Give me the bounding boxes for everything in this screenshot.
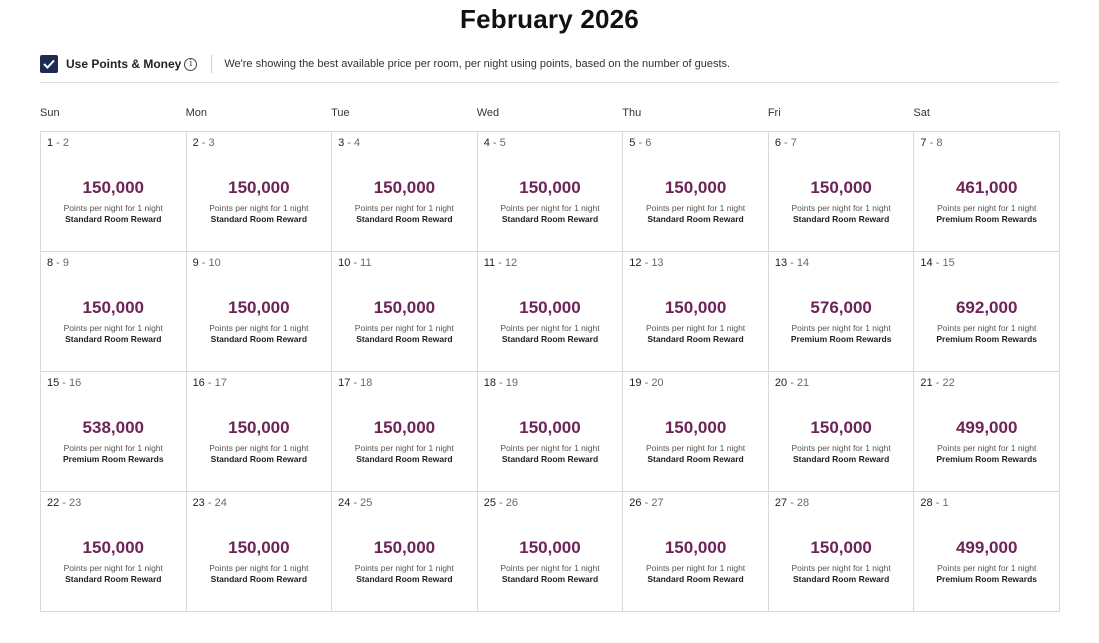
points-price: 150,000 [664,298,727,317]
date-range [338,257,371,269]
range-end: 17 [214,377,227,389]
range-start: 2 [192,137,199,149]
per-night-caption: Points per night for 1 night [791,443,891,453]
calendar-day-cell[interactable] [332,252,478,372]
range-start: 28 [920,497,933,509]
points-price: 150,000 [373,178,436,197]
range-end: 8 [936,137,943,149]
room-type-label: Standard Room Reward [647,334,744,344]
range-end: 22 [942,377,955,389]
points-price: 150,000 [228,178,290,197]
range-start: 1 [47,137,54,149]
weekday-label: Sat [913,107,930,119]
weekday-label: Wed [476,107,500,119]
range-end: 9 [62,257,70,269]
range-start: 3 [338,137,345,149]
range-start: 12 [629,257,642,269]
per-night-caption: Points per night for 1 night [645,323,746,333]
use-points-label[interactable]: Use Points & Money [66,57,182,71]
points-price: 150,000 [810,178,872,197]
points-price: 150,000 [228,418,290,437]
points-price: 150,000 [519,298,581,317]
range-dash: - [787,257,797,269]
date-range [629,377,663,389]
weekday-label: Tue [331,107,350,119]
date-range [338,137,360,149]
per-night-caption: Points per night for 1 night [645,563,746,573]
range-dash: - [344,137,355,149]
points-price: 150,000 [82,178,144,197]
points-price: 150,000 [519,178,581,197]
weekday-label: Thu [622,107,642,119]
room-type-label: Standard Room Reward [210,214,308,224]
points-price: 576,000 [810,298,872,317]
room-type-label: Premium Room Rewards [936,454,1038,464]
calendar-day-cell[interactable] [914,492,1060,612]
calendar-day-cell[interactable] [478,492,624,612]
per-night-caption: Points per night for 1 night [500,563,600,573]
points-price: 150,000 [373,538,436,557]
points-price: 150,000 [519,538,581,557]
points-toolbar [40,52,1059,83]
range-start: 10 [338,257,351,269]
range-end: 10 [208,257,221,269]
points-price: 150,000 [373,418,436,437]
points-price: 538,000 [82,418,144,437]
range-dash: - [350,497,361,509]
points-price: 150,000 [228,298,290,317]
range-dash: - [350,377,361,389]
calendar-day-cell[interactable] [187,252,333,372]
date-range [484,497,518,509]
range-end: 28 [796,497,810,509]
per-night-caption: Points per night for 1 night [645,443,746,453]
per-night-caption: Points per night for 1 night [791,203,891,213]
range-dash: - [53,137,63,149]
per-night-caption: Points per night for 1 night [354,323,455,333]
range-dash: - [350,257,361,269]
weekday-label: Sun [40,107,60,119]
room-type-label: Standard Room Reward [501,334,599,344]
calendar-day-cell[interactable] [41,132,187,252]
range-start: 14 [920,257,933,269]
range-dash: - [932,497,943,509]
range-dash: - [204,377,215,389]
room-type-label: Standard Room Reward [792,214,890,224]
room-type-label: Standard Room Reward [356,454,453,464]
range-end: 27 [651,497,664,509]
calendar-day-cell[interactable] [187,372,333,492]
room-type-label: Standard Room Reward [501,454,599,464]
room-type-label: Premium Room Rewards [62,454,164,464]
calendar-day-cell[interactable] [332,372,478,492]
room-type-label: Standard Room Reward [210,334,308,344]
room-type-label: Standard Room Reward [792,454,890,464]
calendar-day-cell[interactable] [332,492,478,612]
range-end: 18 [360,377,373,389]
range-start: 18 [483,377,496,389]
date-range [629,137,651,149]
room-type-label: Standard Room Reward [356,334,453,344]
room-type-label: Standard Room Reward [65,334,162,344]
per-night-caption: Points per night for 1 night [63,563,163,573]
range-start: 23 [192,497,205,509]
per-night-caption: Points per night for 1 night [937,323,1037,333]
range-start: 26 [629,497,642,509]
per-night-caption: Points per night for 1 night [209,203,309,213]
points-price: 150,000 [664,418,727,437]
per-night-caption: Points per night for 1 night [354,563,455,573]
range-start: 16 [192,377,205,389]
date-range [338,497,372,509]
range-end: 21 [796,377,810,389]
calendar-day-cell[interactable] [41,372,187,492]
info-circle-icon[interactable]: i [184,58,197,71]
range-dash: - [787,377,797,389]
range-dash: - [59,377,70,389]
per-night-caption: Points per night for 1 night [209,443,309,453]
range-end: 16 [69,377,82,389]
range-end: 23 [69,497,82,509]
room-type-label: Premium Room Rewards [790,334,892,344]
range-start: 5 [629,137,636,149]
range-dash: - [204,497,215,509]
range-dash: - [635,137,646,149]
points-price: 692,000 [955,298,1018,317]
calendar-day-cell[interactable] [187,132,333,252]
calendar-grid [40,131,1060,612]
date-range [484,377,518,389]
calendar-day-cell[interactable] [623,252,769,372]
room-type-label: Standard Room Reward [65,574,162,584]
range-end: 12 [504,257,518,269]
per-night-caption: Points per night for 1 night [63,203,163,213]
date-range [47,137,69,149]
per-night-caption: Points per night for 1 night [354,203,455,213]
date-range [484,137,506,149]
date-range [775,137,797,149]
range-start: 24 [338,497,351,509]
range-start: 27 [774,497,788,509]
range-start: 15 [47,377,60,389]
range-dash: - [495,257,505,269]
range-start: 13 [774,257,788,269]
calendar-day-cell[interactable] [41,252,187,372]
room-type-label: Standard Room Reward [501,574,599,584]
range-dash: - [787,497,797,509]
per-night-caption: Points per night for 1 night [500,443,600,453]
date-range [193,497,227,509]
per-night-caption: Points per night for 1 night [354,443,455,453]
room-type-label: Standard Room Reward [647,214,744,224]
range-end: 4 [354,137,361,149]
room-type-label: Standard Room Reward [647,454,744,464]
range-dash: - [641,497,652,509]
range-dash: - [198,137,209,149]
room-type-label: Standard Room Reward [792,574,890,584]
calendar-day-cell[interactable] [41,492,187,612]
calendar-day-cell[interactable] [769,372,915,492]
calendar-day-cell[interactable] [623,372,769,492]
date-range [47,377,81,389]
room-type-label: Standard Room Reward [647,574,744,584]
points-price: 461,000 [955,178,1018,197]
date-range [47,497,81,509]
date-range [775,497,809,509]
range-start: 11 [483,257,496,269]
range-dash: - [641,377,652,389]
range-dash: - [780,137,791,149]
calendar-day-cell[interactable] [332,132,478,252]
date-range [775,377,809,389]
range-end: 6 [645,137,652,149]
calendar-day-cell[interactable] [623,132,769,252]
per-night-caption: Points per night for 1 night [209,323,309,333]
range-dash: - [53,257,63,269]
range-start: 8 [47,257,54,269]
per-night-caption: Points per night for 1 night [500,203,600,213]
range-start: 19 [629,377,642,389]
range-end: 20 [651,377,664,389]
room-type-label: Premium Room Rewards [936,574,1038,584]
range-end: 15 [942,257,955,269]
range-dash: - [59,497,70,509]
date-range [193,137,215,149]
points-price: 150,000 [82,538,144,557]
range-end: 11 [360,257,372,269]
range-start: 17 [338,377,351,389]
range-end: 5 [499,137,506,149]
calendar-day-cell[interactable] [769,252,915,372]
per-night-caption: Points per night for 1 night [937,563,1037,573]
range-end: 14 [796,257,810,269]
range-end: 19 [505,377,518,389]
room-type-label: Premium Room Rewards [936,214,1038,224]
checkmark-icon [43,59,55,69]
range-dash: - [932,257,943,269]
range-end: 3 [208,137,215,149]
date-range [629,257,663,269]
per-night-caption: Points per night for 1 night [500,323,600,333]
range-end: 26 [505,497,518,509]
points-price: 150,000 [810,538,872,557]
range-dash: - [932,377,943,389]
points-price: 150,000 [810,418,872,437]
range-dash: - [641,257,652,269]
date-range [920,257,954,269]
date-range [920,137,942,149]
range-start: 9 [192,257,199,269]
date-range [629,497,663,509]
calendar-day-cell[interactable] [769,492,915,612]
calendar-day-cell[interactable] [478,252,624,372]
points-price: 499,000 [955,538,1018,557]
weekday-label: Fri [767,107,781,119]
range-start: 21 [920,377,933,389]
date-range [775,257,809,269]
range-dash: - [495,497,506,509]
range-end: 2 [62,137,70,149]
room-type-label: Standard Room Reward [210,574,308,584]
range-start: 4 [483,137,490,149]
date-range [193,257,221,269]
date-range [920,377,954,389]
range-start: 6 [774,137,781,149]
points-price: 150,000 [82,298,144,317]
range-dash: - [926,137,937,149]
range-end: 13 [651,257,664,269]
calendar-day-cell[interactable] [769,132,915,252]
range-dash: - [495,377,506,389]
range-end: 1 [942,497,949,509]
points-price: 150,000 [664,538,727,557]
date-range [338,377,372,389]
points-price: 150,000 [228,538,290,557]
range-end: 7 [790,137,797,149]
per-night-caption: Points per night for 1 night [645,203,746,213]
per-night-caption: Points per night for 1 night [63,323,163,333]
range-start: 25 [483,497,496,509]
calendar-day-cell[interactable] [914,372,1060,492]
range-end: 25 [360,497,373,509]
range-start: 7 [920,137,927,149]
range-start: 22 [47,497,60,509]
calendar-day-cell[interactable] [914,132,1060,252]
room-type-label: Standard Room Reward [65,214,162,224]
date-range [484,257,517,269]
range-dash: - [198,257,209,269]
range-start: 20 [774,377,788,389]
room-type-label: Standard Room Reward [501,214,599,224]
date-range [193,377,227,389]
calendar-day-cell[interactable] [914,252,1060,372]
room-type-label: Premium Room Rewards [936,334,1038,344]
calendar-day-cell[interactable] [478,132,624,252]
room-type-label: Standard Room Reward [356,214,453,224]
range-dash: - [489,137,500,149]
calendar-day-cell[interactable] [623,492,769,612]
weekday-label: Mon [185,107,207,119]
per-night-caption: Points per night for 1 night [209,563,309,573]
pricing-note: We're showing the best available price per room, per night using points, based on the number of guests. [224,58,731,70]
room-type-label: Standard Room Reward [356,574,453,584]
per-night-caption: Points per night for 1 night [791,323,891,333]
per-night-caption: Points per night for 1 night [937,203,1037,213]
use-points-checkbox[interactable] [40,55,58,73]
calendar-day-cell[interactable] [187,492,333,612]
points-price: 499,000 [955,418,1018,437]
range-end: 24 [214,497,227,509]
points-price: 150,000 [519,418,581,437]
room-type-label: Standard Room Reward [210,454,308,464]
weekday-header [40,107,1059,119]
toolbar-divider [211,55,212,73]
date-range [920,497,948,509]
per-night-caption: Points per night for 1 night [63,443,163,453]
page-title: February 2026 [460,4,639,34]
calendar-day-cell[interactable] [478,372,624,492]
points-price: 150,000 [664,178,727,197]
points-price: 150,000 [373,298,436,317]
per-night-caption: Points per night for 1 night [937,443,1037,453]
date-range [47,257,69,269]
per-night-caption: Points per night for 1 night [791,563,891,573]
